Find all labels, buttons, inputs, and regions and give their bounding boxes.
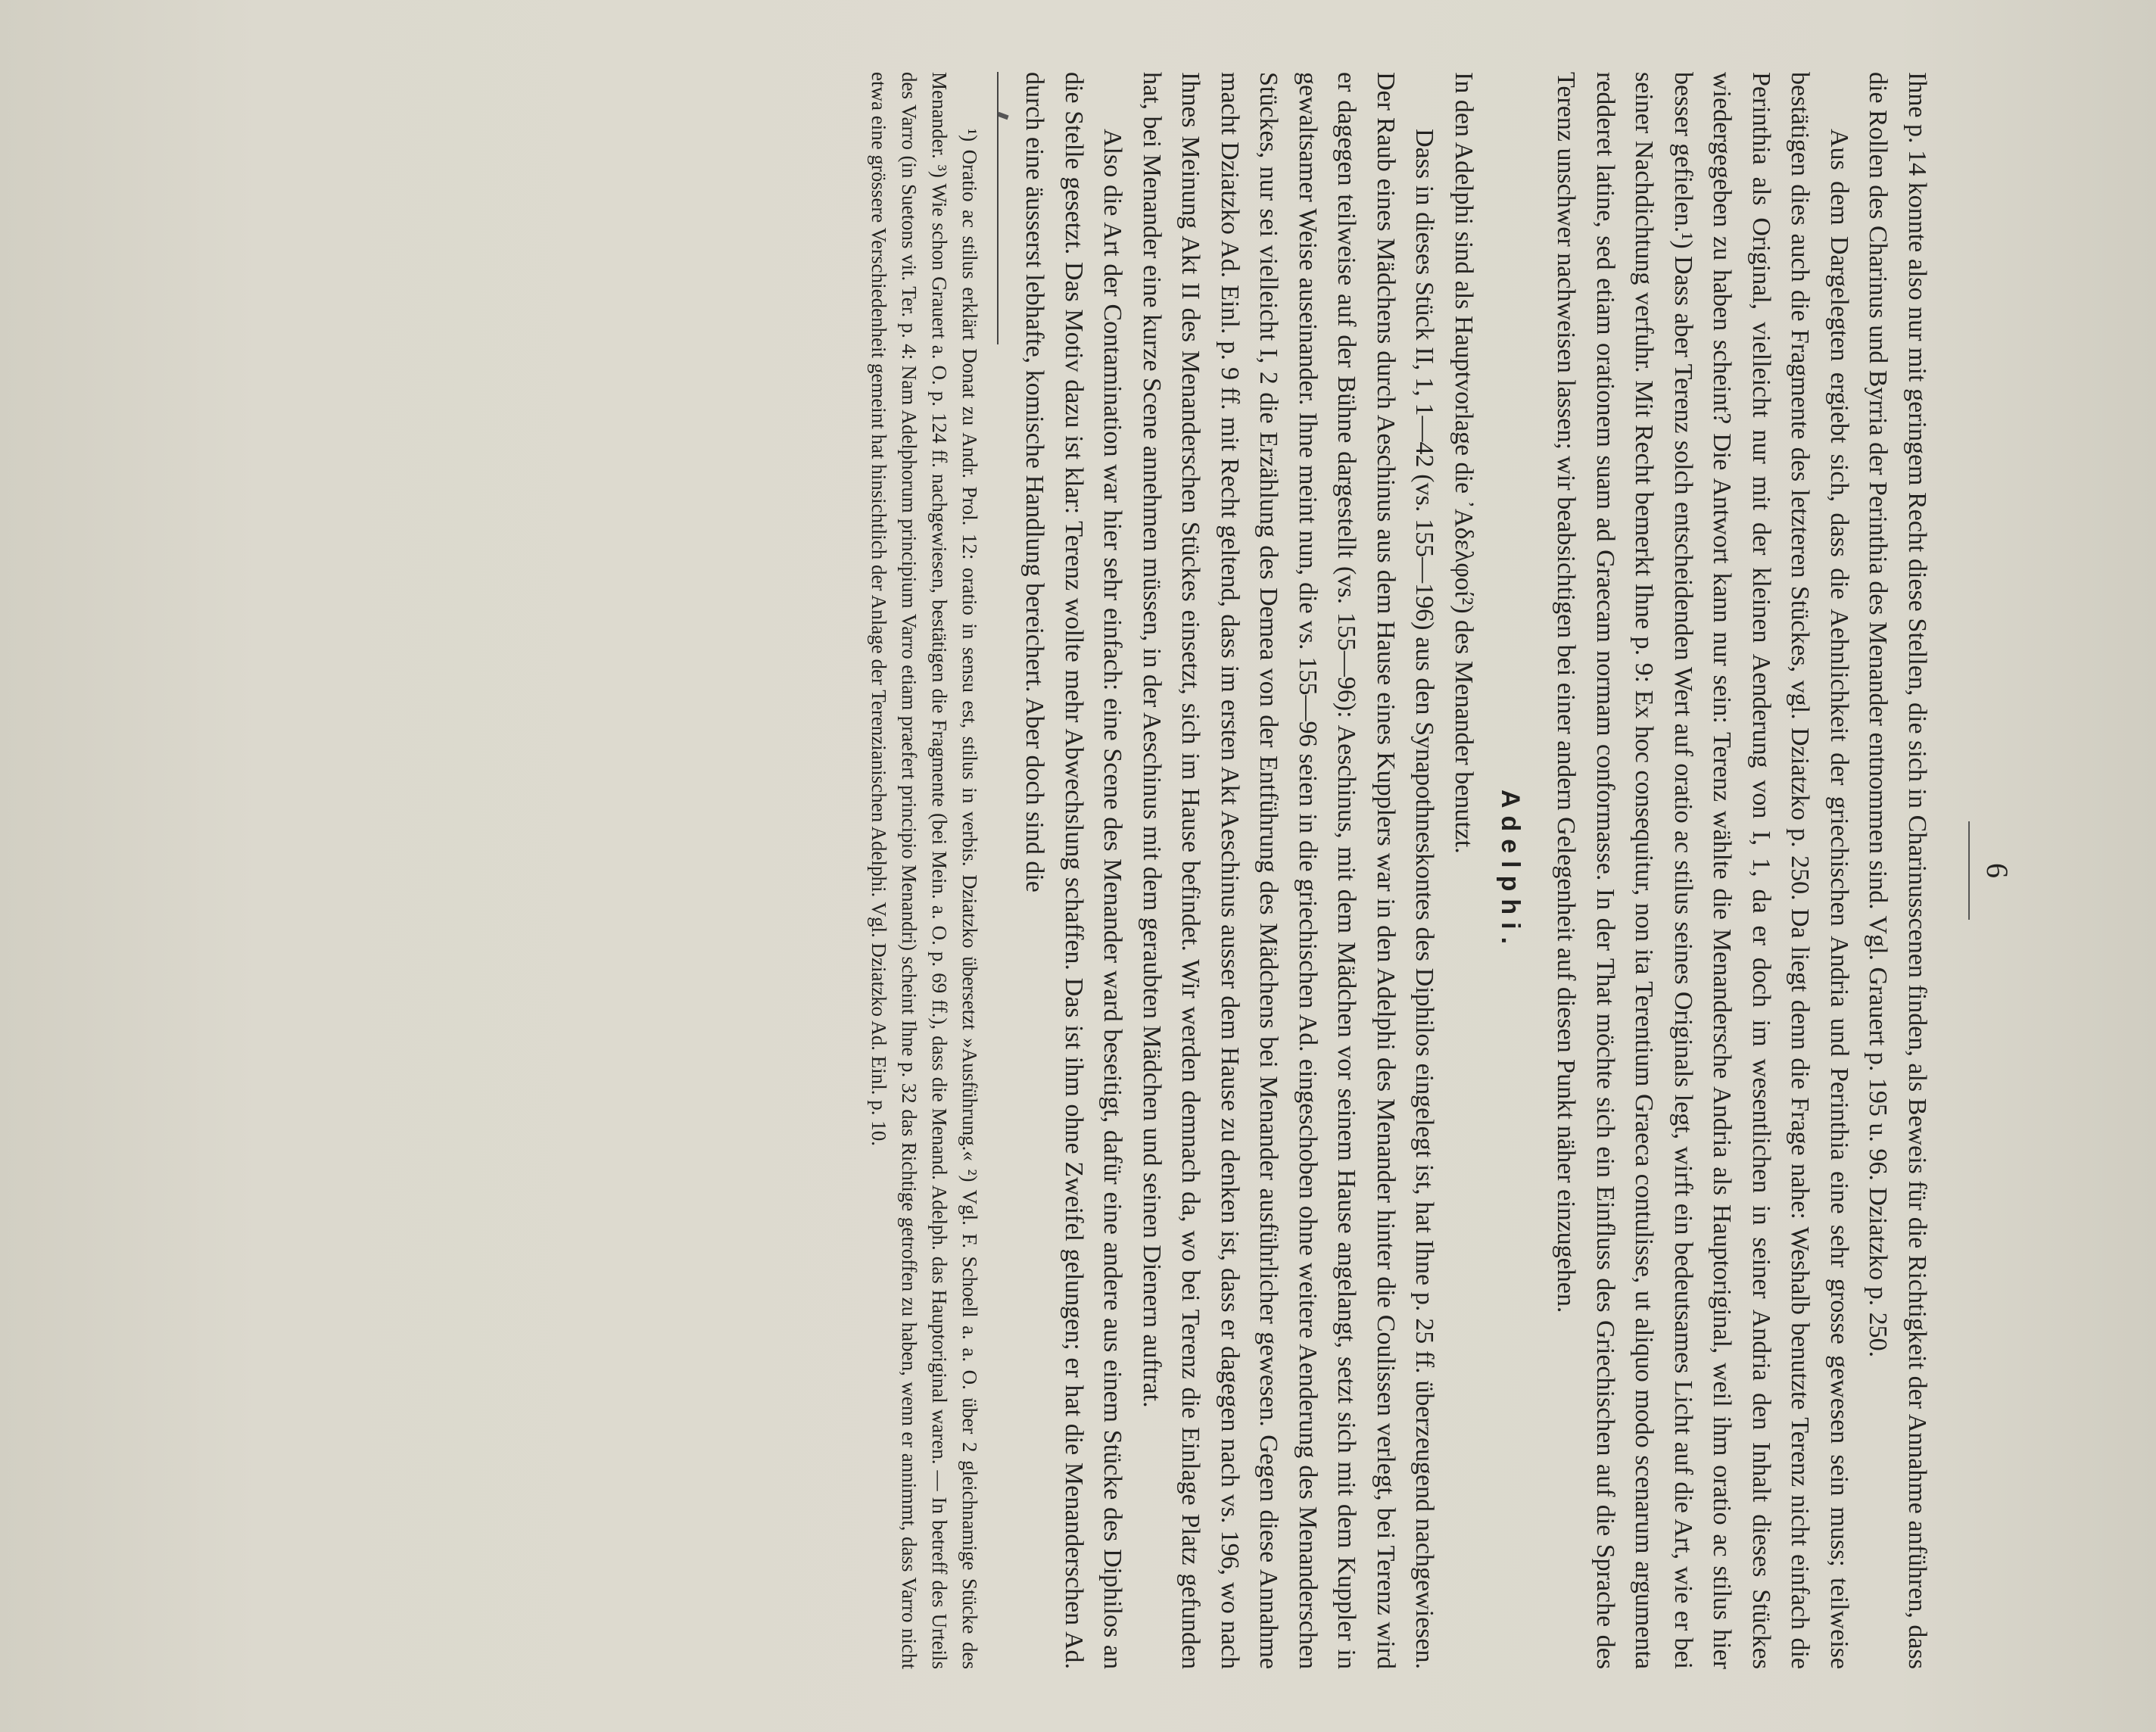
paragraph-4: Dass in dieses Stück II, 1, 1—42 (vs. 155—196) aus den Synapothneskontes des Diphilos eingelegt ist, hat Ihne p. 25 ff. überzeugend nachgewiesen. Der Raub eines Mädchens durch Aeschinus aus dem Hause eines Kupplers war in den Adelphi des Menander hinter die Coulissen verlegt, bei Terenz wird er dagegen teilweise auf der Bühne dargestellt (vs. 155—96): Aeschinus, mit dem Mädchen vor seinem Hause angelangt, setzt sich mit dem Kuppler in gewaltsamer Weise auseinander. Ihne meint nun, die vs. 155—96 seien in die griechischen Ad. eingeschoben ohne weitere Aenderung des Menanderschen Stückes, nur sei vielleicht I, 2 die Erzählung des Demea von der Entführung des Mädchens bei Menander ausführlicher gewesen. Gegen diese Annahme macht Dziatzko Ad. Einl. p. 9 ff. mit Recht geltend, dass im ersten Akt Aeschinus ausser dem Hause zu denken ist, dass er dagegen nach vs. 196, wo nach Ihnes Meinung Akt II des Menanderschen Stückes einsetzt, sich im Hause befindet. Wir werden demnach da, wo bei Terenz die Einlage Platz gefunden hat, bei Menander eine kurze Scene annehmen müssen, in der Aeschinus mit dem geraubten Mädchen und seinen Dienern auftrat. xyxy=(1138,72,1439,1669)
paragraph-3: In den Adelphi sind als Hauptvorlage die ᾿Αδελφοί²) des Menander benutzt. xyxy=(1450,72,1478,854)
page-number-rule xyxy=(1968,821,1970,920)
main-text xyxy=(864,72,1936,1669)
footnotes xyxy=(864,72,985,1669)
paragraph-5: Also die Art der Contamination war hier sehr einfach: eine Scene des Menander ward beseitigt, dafür eine andere aus einem Stücke des Diphilos an die Stelle gesetzt. Das Motiv dazu ist klar: Terenz wollte mehr Abwechslung schaffen. Das ist ihm ohne Zweifel gelungen; er hat die Menanderschen Ad. durch eine äusserst lebhafte, komische Handlung bereichert. Aber doch sind die xyxy=(1020,72,1127,1669)
paragraph-1: Ihne p. 14 konnte also nur mit geringem Recht diese Stellen, die sich in Charinusscenen finden, als Beweis für die Richtigkeit der Annahme anführen, dass die Rollen des Charinus und Byrria der Perinthia des Menander entnommen sind. Vgl. Grauert p. 195 u. 96. Dziatzko p. 250. xyxy=(1864,72,1931,1669)
paragraph-2: Aus dem Dargelegten ergiebt sich, dass die Aehnlichkeit der griechischen Andria und Perinthia eine sehr grosse gewesen sein muss; teilweise bestätigen dies auch die Fragmente des letzteren Stückes, vgl. Dziatzko p. 250. Da liegt denn die Frage nahe: Weshalb benutzte Terenz nicht einfach die Perinthia als Original, vielleicht nur mit der kleinen Aenderung von I, 1, da er doch im wesentlichen in seiner Andria den Inhalt dieses Stückes wiedergegeben zu haben scheint? Die Antwort kann nur sein: Terenz wählte die Menandersche Andria als Hauptoriginal, weil ihm oratio ac stilus hier besser gefielen.¹) Dass aber Terenz solch entscheidenden Wert auf oratio ac stilus seines Originals legt, wirft ein bedeutsames Licht auf die Art, wie er bei seiner Nachdichtung verfuhr. Mit Recht bemerkt Ihne p. 9: Ex hoc consequitur, non ita Terentium Graeca contulisse, ut aliquo modo scenarum argumenta redderet latine, sed etiam orationem suam ad Graecam normam conformasse. In der That möchte sich ein Einfluss des Griechischen auf die Sprache des Terenz unschwer nachweisen lassen; wir beabsichtigen bei einer andern Gelegenheit auf diesen Punkt näher einzugehen. xyxy=(1552,72,1853,1669)
section-heading: Adelphi. xyxy=(1496,789,1525,952)
page-number: 6 xyxy=(1980,863,2014,878)
footnote-text: ¹) Oratio ac stilus erklärt Donat zu Andr. Prol. 12: oratio in sensu est, stilus in verbis. Dziatzko übersetzt »Ausführung.« ²) Vgl. F. Schoell a. a. O. über 2 gleichnamige Stücke des Menander. ³) Wie schon Grauert a. O. p. 124 ff. nachgewiesen, bestätigen die Fragmente (bei Mein. a. O. p. 69 ff.), dass die Menand. Adelph. das Hauptoriginal waren. — In betreff des Urteils des Varro (in Suetons vit. Ter. p. 4: Nam Adelphorum principium Varro etiam praefert principio Menandri) scheint Ihne p. 32 das Richtige getroffen zu haben, wenn er annimmt, dass Varro nicht etwa eine grössere Verschiedenheit gemeint hat hinsichtlich der Anlage der Terenzianischen Adelphi. Vgl. Dziatzko Ad. Einl. p. 10. xyxy=(868,72,981,1669)
rotated-text-block xyxy=(188,72,2020,1669)
footnote-rule xyxy=(997,72,999,344)
